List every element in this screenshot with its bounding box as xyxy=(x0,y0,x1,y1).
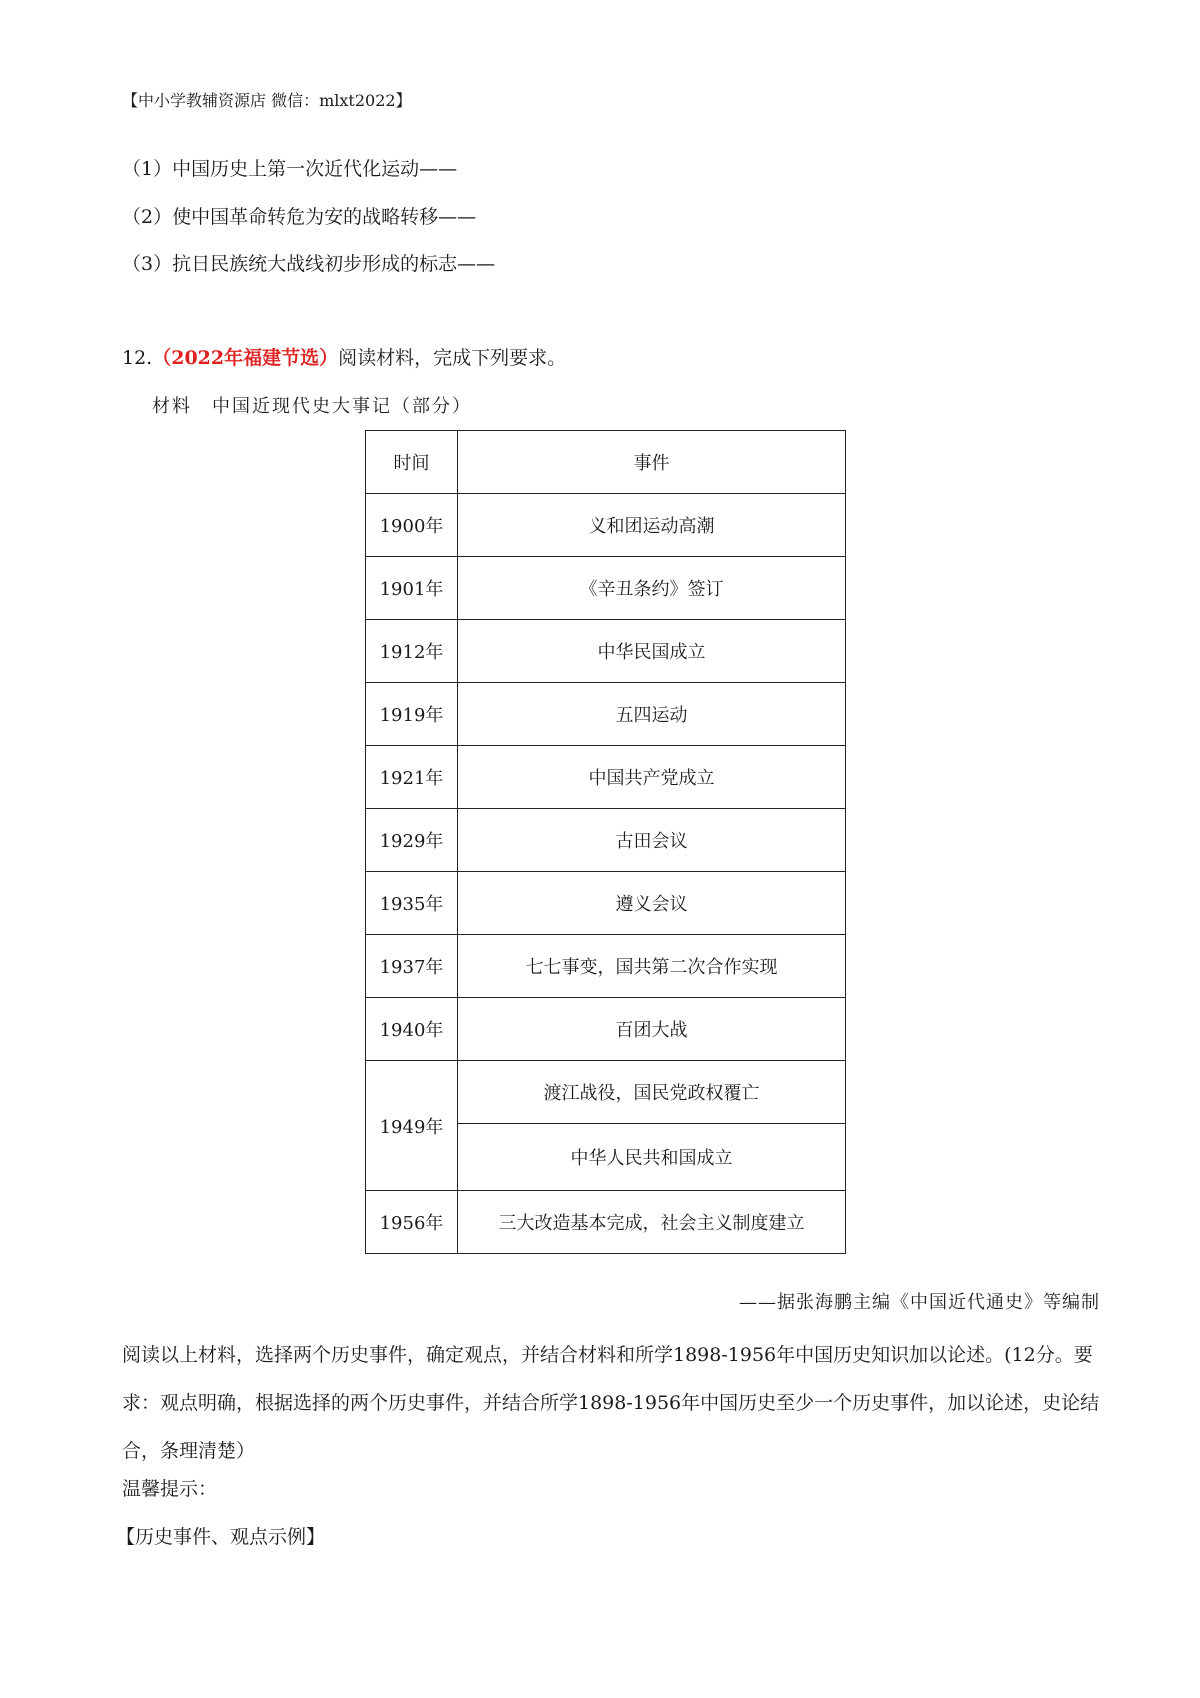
row-event: 中华人民共和国成立 xyxy=(458,1124,846,1191)
source-credit: ——据张海鹏主编《中国近代通史》等编制 xyxy=(739,1292,1100,1313)
row-event: 古田会议 xyxy=(458,809,846,872)
table-row xyxy=(366,683,846,746)
table-row xyxy=(366,1061,846,1124)
question-prompt: 阅读材料，完成下列要求。 xyxy=(338,347,567,369)
material-title: 材料 中国近现代史大事记（部分） xyxy=(152,396,472,417)
row-year: 1929年 xyxy=(366,809,458,872)
table-row xyxy=(366,935,846,998)
row-year: 1919年 xyxy=(366,683,458,746)
question-12 xyxy=(122,345,566,371)
question-2: （2）使中国革命转危为安的战略转移—— xyxy=(122,206,477,228)
row-event: 三大改造基本完成，社会主义制度建立 xyxy=(458,1191,846,1254)
question-number: 12. xyxy=(122,347,153,369)
question-3: （3）抗日民族统大战线初步形成的标志—— xyxy=(122,253,496,275)
table-row xyxy=(366,557,846,620)
table-header-row xyxy=(366,431,846,494)
row-year: 1912年 xyxy=(366,620,458,683)
row-year: 1956年 xyxy=(366,1191,458,1254)
example-heading: 【历史事件、观点示例】 xyxy=(116,1526,326,1548)
row-year: 1940年 xyxy=(366,998,458,1061)
events-table xyxy=(365,430,846,1254)
row-event: 义和团运动高潮 xyxy=(458,494,846,557)
row-event: 《辛丑条约》签订 xyxy=(458,557,846,620)
table-row xyxy=(366,620,846,683)
instruction-paragraph: 阅读以上材料，选择两个历史事件，确定观点，并结合材料和所学1898-1956年中国历史知识加以论述。(12分。要求：观点明确，根据选择的两个历史事件，并结合所学1898-1956年中国历史至少一个历史事件，加以论述，史论结合，条理清楚） xyxy=(122,1344,1100,1462)
row-event: 中华民国成立 xyxy=(458,620,846,683)
row-year: 1937年 xyxy=(366,935,458,998)
table-row xyxy=(366,872,846,935)
table-row xyxy=(366,1191,846,1254)
question-source: （2022年福建节选） xyxy=(152,347,339,369)
row-event: 百团大战 xyxy=(458,998,846,1061)
row-year: 1935年 xyxy=(366,872,458,935)
row-event: 中国共产党成立 xyxy=(458,746,846,809)
row-year: 1900年 xyxy=(366,494,458,557)
tip-label: 温馨提示： xyxy=(122,1478,218,1500)
row-event: 七七事变，国共第二次合作实现 xyxy=(458,935,846,998)
header-event: 事件 xyxy=(458,431,846,494)
page-header: 【中小学教辅资源店 微信：mlxt2022】 xyxy=(122,91,412,110)
row-year: 1921年 xyxy=(366,746,458,809)
row-event: 渡江战役，国民党政权覆亡 xyxy=(458,1061,846,1124)
row-year: 1901年 xyxy=(366,557,458,620)
row-event: 遵义会议 xyxy=(458,872,846,935)
table-row xyxy=(366,746,846,809)
table-row xyxy=(366,494,846,557)
table-row xyxy=(366,998,846,1061)
table-row xyxy=(366,809,846,872)
row-year: 1949年 xyxy=(366,1061,458,1191)
header-time: 时间 xyxy=(366,431,458,494)
question-1: （1）中国历史上第一次近代化运动—— xyxy=(122,158,458,180)
row-event: 五四运动 xyxy=(458,683,846,746)
